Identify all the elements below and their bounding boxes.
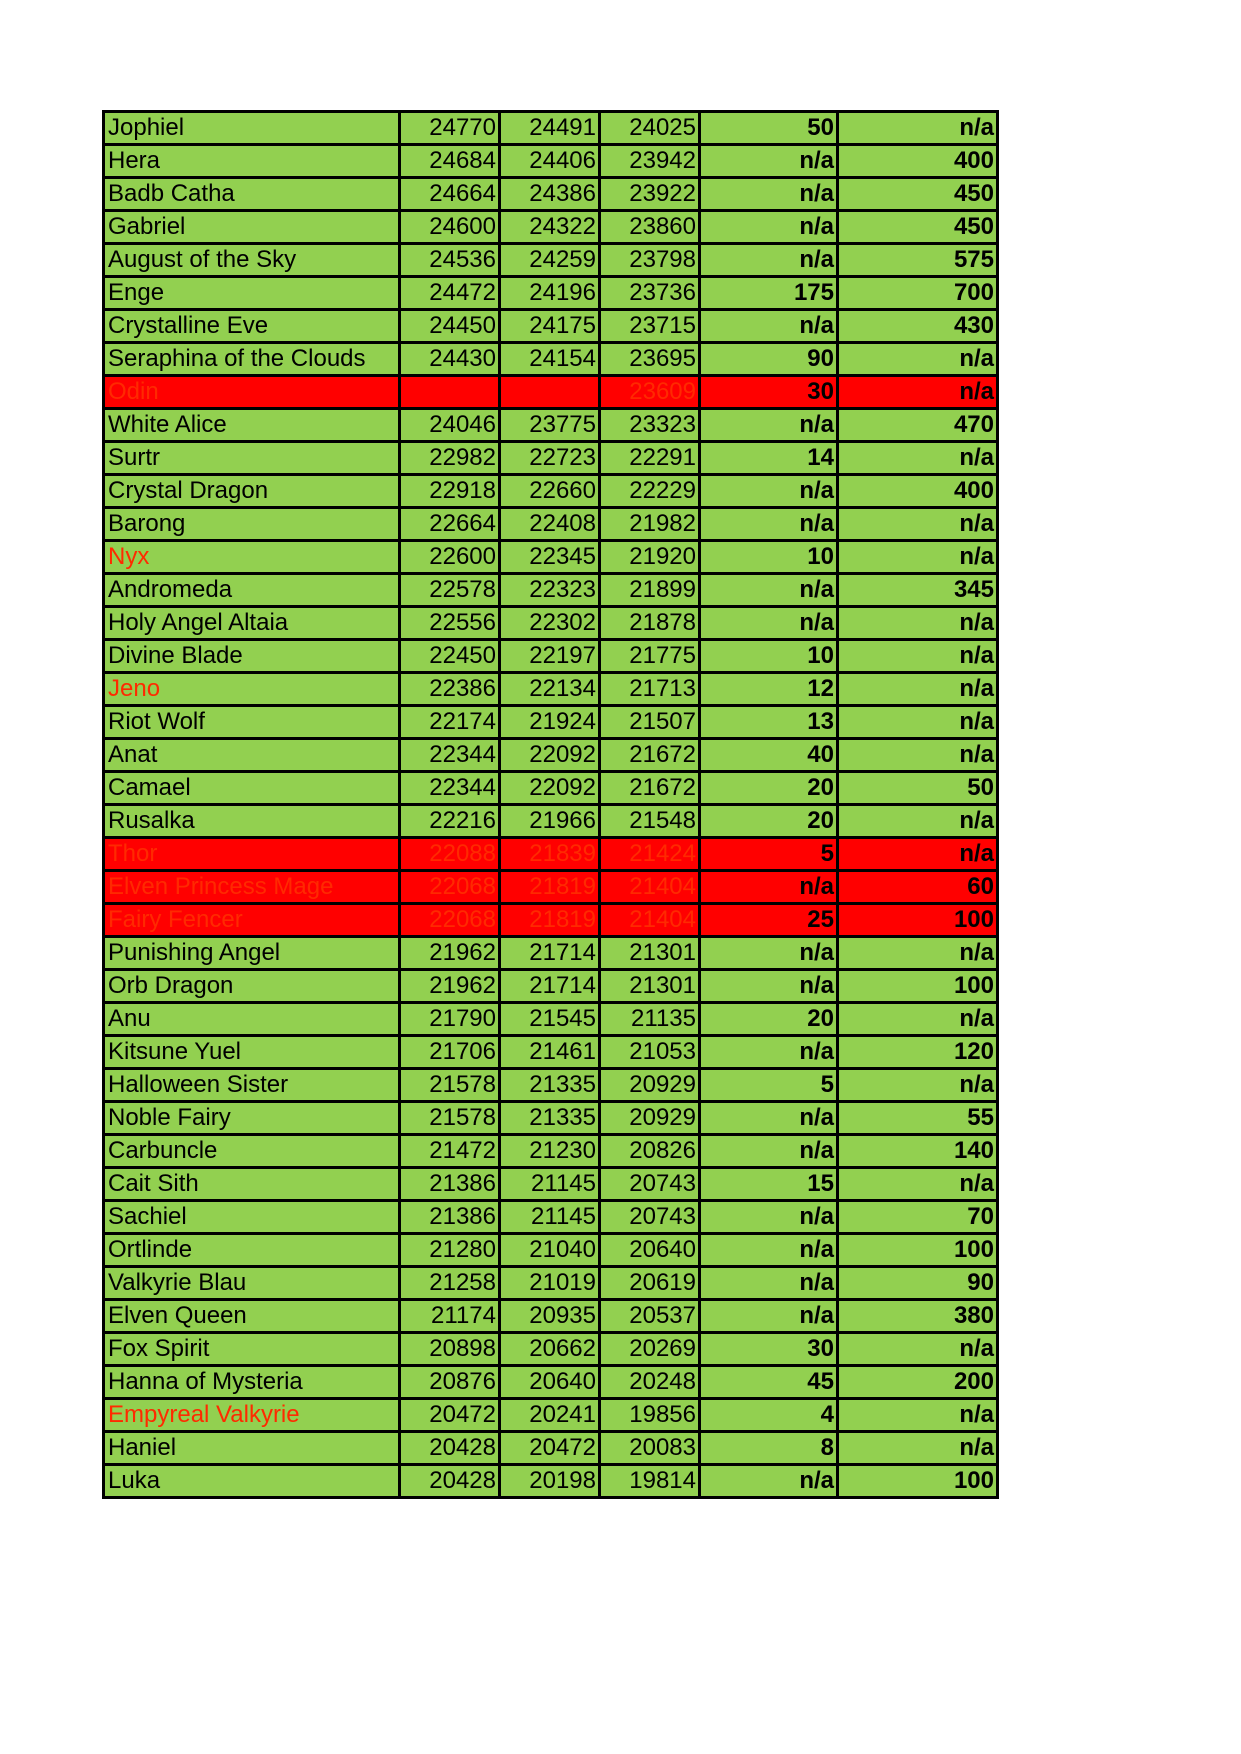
cell-value-4: 30	[700, 1333, 838, 1366]
cell-value-2: 24322	[500, 211, 600, 244]
cell-value-2: 24406	[500, 145, 600, 178]
cell-value-5: 140	[838, 1135, 998, 1168]
cell-value-1: 22918	[400, 475, 500, 508]
cell-value-2: 20472	[500, 1432, 600, 1465]
cell-value-3: 24025	[600, 112, 700, 145]
cell-value-2: 22723	[500, 442, 600, 475]
cell-value-3: 21135	[600, 1003, 700, 1036]
cell-value-5: n/a	[838, 1003, 998, 1036]
cell-value-4: 50	[700, 112, 838, 145]
cell-name: Carbuncle	[104, 1135, 400, 1168]
cell-value-3: 21301	[600, 970, 700, 1003]
table-row	[104, 277, 998, 310]
cell-value-2: 21714	[500, 937, 600, 970]
cell-value-1: 21706	[400, 1036, 500, 1069]
cell-name: Holy Angel Altaia	[104, 607, 400, 640]
cell-value-3: 20743	[600, 1201, 700, 1234]
cell-value-1: 21578	[400, 1102, 500, 1135]
cell-value-3: 23736	[600, 277, 700, 310]
cell-value-1: 22600	[400, 541, 500, 574]
cell-value-2: 21145	[500, 1201, 600, 1234]
cell-name: Surtr	[104, 442, 400, 475]
table-row	[104, 871, 998, 904]
cell-name: Divine Blade	[104, 640, 400, 673]
cell-value-5: 345	[838, 574, 998, 607]
cell-value-5: n/a	[838, 1069, 998, 1102]
cell-value-4: 40	[700, 739, 838, 772]
cell-value-4: 20	[700, 1003, 838, 1036]
cell-value-4: 30	[700, 376, 838, 409]
cell-name: Seraphina of the Clouds	[104, 343, 400, 376]
cell-value-5: n/a	[838, 937, 998, 970]
cell-value-2: 22092	[500, 772, 600, 805]
cell-name: Camael	[104, 772, 400, 805]
cell-name: Noble Fairy	[104, 1102, 400, 1135]
cell-value-5: n/a	[838, 442, 998, 475]
cell-name: Fox Spirit	[104, 1333, 400, 1366]
cell-value-2: 22660	[500, 475, 600, 508]
table-row	[104, 970, 998, 1003]
cell-value-4: 10	[700, 541, 838, 574]
cell-value-3: 21404	[600, 904, 700, 937]
cell-value-4: n/a	[700, 970, 838, 1003]
cell-value-5: 60	[838, 871, 998, 904]
cell-value-5: n/a	[838, 640, 998, 673]
cell-value-3: 22291	[600, 442, 700, 475]
cell-value-2: 20662	[500, 1333, 600, 1366]
spreadsheet-body	[104, 112, 998, 1498]
cell-value-4: n/a	[700, 1300, 838, 1333]
cell-value-4: 25	[700, 904, 838, 937]
cell-value-5: 450	[838, 178, 998, 211]
cell-value-5: 400	[838, 475, 998, 508]
table-row	[104, 1465, 998, 1498]
cell-value-1: 21790	[400, 1003, 500, 1036]
table-row	[104, 1333, 998, 1366]
table-row	[104, 541, 998, 574]
table-row	[104, 442, 998, 475]
cell-value-2: 22408	[500, 508, 600, 541]
table-row	[104, 838, 998, 871]
table-row	[104, 112, 998, 145]
cell-name: Hera	[104, 145, 400, 178]
cell-name: Andromeda	[104, 574, 400, 607]
cell-value-5: 450	[838, 211, 998, 244]
table-row	[104, 1201, 998, 1234]
cell-value-3: 19814	[600, 1465, 700, 1498]
cell-value-2: 21924	[500, 706, 600, 739]
cell-value-2: 20640	[500, 1366, 600, 1399]
cell-value-5: 470	[838, 409, 998, 442]
cell-value-3: 22229	[600, 475, 700, 508]
cell-value-4: n/a	[700, 211, 838, 244]
cell-value-4: 20	[700, 805, 838, 838]
cell-name: Luka	[104, 1465, 400, 1498]
cell-value-3: 21713	[600, 673, 700, 706]
cell-name: Sachiel	[104, 1201, 400, 1234]
table-row	[104, 376, 998, 409]
table-row	[104, 178, 998, 211]
cell-value-4: n/a	[700, 1135, 838, 1168]
cell-value-5: n/a	[838, 1399, 998, 1432]
table-row	[104, 706, 998, 739]
cell-value-3: 20248	[600, 1366, 700, 1399]
cell-value-5: n/a	[838, 343, 998, 376]
cell-value-3: 20929	[600, 1069, 700, 1102]
table-row	[104, 673, 998, 706]
cell-name: Barong	[104, 508, 400, 541]
table-row	[104, 1300, 998, 1333]
cell-name: Crystal Dragon	[104, 475, 400, 508]
cell-value-4: n/a	[700, 310, 838, 343]
cell-name: Cait Sith	[104, 1168, 400, 1201]
cell-value-3: 23323	[600, 409, 700, 442]
cell-value-4: n/a	[700, 1102, 838, 1135]
cell-value-5: 90	[838, 1267, 998, 1300]
cell-name: Elven Princess Mage	[104, 871, 400, 904]
cell-value-1: 24430	[400, 343, 500, 376]
cell-value-2: 21839	[500, 838, 600, 871]
cell-value-1: 21174	[400, 1300, 500, 1333]
table-row	[104, 739, 998, 772]
cell-value-3: 20537	[600, 1300, 700, 1333]
cell-name: Badb Catha	[104, 178, 400, 211]
cell-value-1	[400, 376, 500, 409]
cell-value-2: 22345	[500, 541, 600, 574]
cell-value-5: 55	[838, 1102, 998, 1135]
cell-value-2: 21819	[500, 904, 600, 937]
cell-value-4: 5	[700, 1069, 838, 1102]
cell-value-3: 20619	[600, 1267, 700, 1300]
table-row	[104, 145, 998, 178]
cell-value-1: 21962	[400, 937, 500, 970]
cell-value-2: 21145	[500, 1168, 600, 1201]
cell-value-1: 21280	[400, 1234, 500, 1267]
cell-value-3: 20826	[600, 1135, 700, 1168]
cell-value-5: 120	[838, 1036, 998, 1069]
cell-value-2: 20241	[500, 1399, 600, 1432]
table-row	[104, 937, 998, 970]
cell-value-4: n/a	[700, 178, 838, 211]
cell-value-3: 21878	[600, 607, 700, 640]
cell-value-4: n/a	[700, 475, 838, 508]
cell-value-1: 24536	[400, 244, 500, 277]
cell-value-3: 21301	[600, 937, 700, 970]
cell-value-1: 24046	[400, 409, 500, 442]
cell-value-5: n/a	[838, 1432, 998, 1465]
cell-name: Anu	[104, 1003, 400, 1036]
table-row	[104, 1069, 998, 1102]
cell-value-5: n/a	[838, 1168, 998, 1201]
cell-value-1: 22344	[400, 772, 500, 805]
table-row	[104, 574, 998, 607]
cell-value-5: n/a	[838, 706, 998, 739]
cell-value-2: 24154	[500, 343, 600, 376]
cell-value-2: 22302	[500, 607, 600, 640]
cell-value-2: 21966	[500, 805, 600, 838]
cell-value-3: 21548	[600, 805, 700, 838]
cell-value-4: 20	[700, 772, 838, 805]
cell-value-3: 21899	[600, 574, 700, 607]
table-row	[104, 1135, 998, 1168]
cell-value-4: 15	[700, 1168, 838, 1201]
cell-value-3: 20083	[600, 1432, 700, 1465]
table-row	[104, 244, 998, 277]
cell-value-1: 20876	[400, 1366, 500, 1399]
cell-value-2: 22134	[500, 673, 600, 706]
cell-value-5: n/a	[838, 1333, 998, 1366]
cell-value-1: 21386	[400, 1201, 500, 1234]
cell-value-1: 22068	[400, 904, 500, 937]
cell-value-1: 22664	[400, 508, 500, 541]
cell-value-2: 24259	[500, 244, 600, 277]
cell-value-5: 575	[838, 244, 998, 277]
cell-value-5: n/a	[838, 607, 998, 640]
cell-value-3: 21672	[600, 739, 700, 772]
table-row	[104, 409, 998, 442]
cell-value-1: 22556	[400, 607, 500, 640]
cell-value-1: 21472	[400, 1135, 500, 1168]
cell-value-1: 22386	[400, 673, 500, 706]
cell-value-1: 22344	[400, 739, 500, 772]
cell-name: Rusalka	[104, 805, 400, 838]
cell-name: Valkyrie Blau	[104, 1267, 400, 1300]
cell-value-3: 20640	[600, 1234, 700, 1267]
cell-value-4: n/a	[700, 1201, 838, 1234]
cell-name: Enge	[104, 277, 400, 310]
cell-value-5: 50	[838, 772, 998, 805]
cell-value-3: 21672	[600, 772, 700, 805]
cell-value-1: 22068	[400, 871, 500, 904]
cell-value-1: 21258	[400, 1267, 500, 1300]
cell-value-1: 22982	[400, 442, 500, 475]
cell-value-3: 23942	[600, 145, 700, 178]
cell-value-2: 24196	[500, 277, 600, 310]
cell-value-1: 21386	[400, 1168, 500, 1201]
cell-value-5: 70	[838, 1201, 998, 1234]
cell-value-3: 20743	[600, 1168, 700, 1201]
table-row	[104, 640, 998, 673]
table-row	[104, 805, 998, 838]
table-row	[104, 1366, 998, 1399]
cell-value-3: 23860	[600, 211, 700, 244]
cell-value-2	[500, 376, 600, 409]
cell-value-1: 24684	[400, 145, 500, 178]
table-row	[104, 1432, 998, 1465]
cell-name: White Alice	[104, 409, 400, 442]
cell-value-5: n/a	[838, 739, 998, 772]
cell-value-5: n/a	[838, 112, 998, 145]
cell-value-4: 4	[700, 1399, 838, 1432]
cell-value-1: 24770	[400, 112, 500, 145]
cell-name: Ortlinde	[104, 1234, 400, 1267]
cell-value-3: 20929	[600, 1102, 700, 1135]
cell-value-4: n/a	[700, 871, 838, 904]
cell-value-2: 22323	[500, 574, 600, 607]
cell-value-4: n/a	[700, 244, 838, 277]
cell-value-3: 21775	[600, 640, 700, 673]
cell-value-1: 20898	[400, 1333, 500, 1366]
cell-value-5: n/a	[838, 541, 998, 574]
cell-value-1: 24472	[400, 277, 500, 310]
cell-value-5: 700	[838, 277, 998, 310]
cell-value-3: 23695	[600, 343, 700, 376]
cell-name: August of the Sky	[104, 244, 400, 277]
cell-value-2: 21019	[500, 1267, 600, 1300]
cell-value-5: n/a	[838, 673, 998, 706]
cell-value-4: 5	[700, 838, 838, 871]
cell-value-5: 100	[838, 1465, 998, 1498]
cell-value-2: 24491	[500, 112, 600, 145]
cell-value-5: 100	[838, 904, 998, 937]
cell-value-1: 21578	[400, 1069, 500, 1102]
table-row	[104, 508, 998, 541]
cell-value-3: 23798	[600, 244, 700, 277]
cell-name: Elven Queen	[104, 1300, 400, 1333]
cell-name: Jophiel	[104, 112, 400, 145]
table-row	[104, 1003, 998, 1036]
table-row	[104, 1102, 998, 1135]
cell-value-3: 21507	[600, 706, 700, 739]
cell-value-1: 24664	[400, 178, 500, 211]
cell-value-3: 21982	[600, 508, 700, 541]
cell-name: Halloween Sister	[104, 1069, 400, 1102]
cell-name: Nyx	[104, 541, 400, 574]
cell-value-2: 22092	[500, 739, 600, 772]
table-row	[104, 211, 998, 244]
cell-value-5: 100	[838, 1234, 998, 1267]
cell-value-4: 10	[700, 640, 838, 673]
table-row	[104, 1168, 998, 1201]
cell-value-5: 100	[838, 970, 998, 1003]
cell-value-4: n/a	[700, 409, 838, 442]
table-row	[104, 343, 998, 376]
table-row	[104, 904, 998, 937]
cell-value-3: 20269	[600, 1333, 700, 1366]
cell-value-5: n/a	[838, 508, 998, 541]
cell-value-3: 21053	[600, 1036, 700, 1069]
cell-value-4: n/a	[700, 145, 838, 178]
cell-value-2: 21819	[500, 871, 600, 904]
cell-name: Crystalline Eve	[104, 310, 400, 343]
cell-value-5: 430	[838, 310, 998, 343]
cell-value-5: 380	[838, 1300, 998, 1333]
cell-value-5: 200	[838, 1366, 998, 1399]
cell-name: Punishing Angel	[104, 937, 400, 970]
cell-value-4: 45	[700, 1366, 838, 1399]
cell-value-2: 21461	[500, 1036, 600, 1069]
cell-name: Riot Wolf	[104, 706, 400, 739]
cell-value-3: 23609	[600, 376, 700, 409]
table-row	[104, 607, 998, 640]
cell-name: Jeno	[104, 673, 400, 706]
cell-value-4: 12	[700, 673, 838, 706]
cell-value-4: n/a	[700, 1465, 838, 1498]
cell-name: Odin	[104, 376, 400, 409]
cell-name: Orb Dragon	[104, 970, 400, 1003]
cell-value-1: 20428	[400, 1432, 500, 1465]
cell-value-2: 21714	[500, 970, 600, 1003]
cell-value-4: 14	[700, 442, 838, 475]
cell-value-1: 22088	[400, 838, 500, 871]
table-row	[104, 772, 998, 805]
cell-value-3: 21404	[600, 871, 700, 904]
cell-value-5: n/a	[838, 838, 998, 871]
cell-value-4: 90	[700, 343, 838, 376]
cell-value-1: 22216	[400, 805, 500, 838]
cell-value-5: n/a	[838, 805, 998, 838]
cell-value-1: 21962	[400, 970, 500, 1003]
cell-value-1: 24450	[400, 310, 500, 343]
cell-value-1: 24600	[400, 211, 500, 244]
cell-value-4: n/a	[700, 574, 838, 607]
cell-value-1: 22578	[400, 574, 500, 607]
cell-value-2: 24175	[500, 310, 600, 343]
table-row	[104, 1399, 998, 1432]
cell-value-5: 400	[838, 145, 998, 178]
cell-value-1: 20472	[400, 1399, 500, 1432]
cell-name: Haniel	[104, 1432, 400, 1465]
cell-value-4: n/a	[700, 1267, 838, 1300]
cell-name: Kitsune Yuel	[104, 1036, 400, 1069]
cell-name: Empyreal Valkyrie	[104, 1399, 400, 1432]
cell-value-3: 23922	[600, 178, 700, 211]
cell-value-4: 13	[700, 706, 838, 739]
cell-name: Gabriel	[104, 211, 400, 244]
cell-value-4: 8	[700, 1432, 838, 1465]
cell-value-2: 20935	[500, 1300, 600, 1333]
cell-value-1: 22174	[400, 706, 500, 739]
cell-value-2: 22197	[500, 640, 600, 673]
cell-value-2: 21335	[500, 1102, 600, 1135]
cell-value-5: n/a	[838, 376, 998, 409]
cell-value-2: 21545	[500, 1003, 600, 1036]
cell-value-3: 23715	[600, 310, 700, 343]
cell-value-4: 175	[700, 277, 838, 310]
cell-name: Hanna of Mysteria	[104, 1366, 400, 1399]
cell-value-4: n/a	[700, 937, 838, 970]
cell-value-4: n/a	[700, 508, 838, 541]
cell-value-2: 21230	[500, 1135, 600, 1168]
cell-value-4: n/a	[700, 1234, 838, 1267]
cell-name: Fairy Fencer	[104, 904, 400, 937]
cell-value-4: n/a	[700, 1036, 838, 1069]
cell-value-3: 19856	[600, 1399, 700, 1432]
cell-value-1: 20428	[400, 1465, 500, 1498]
spreadsheet-table	[102, 110, 999, 1499]
cell-value-3: 21920	[600, 541, 700, 574]
cell-value-4: n/a	[700, 607, 838, 640]
table-row	[104, 1267, 998, 1300]
cell-value-2: 20198	[500, 1465, 600, 1498]
table-row	[104, 1234, 998, 1267]
table-row	[104, 475, 998, 508]
cell-value-2: 21040	[500, 1234, 600, 1267]
cell-name: Anat	[104, 739, 400, 772]
cell-value-2: 21335	[500, 1069, 600, 1102]
cell-value-2: 23775	[500, 409, 600, 442]
cell-value-2: 24386	[500, 178, 600, 211]
cell-value-1: 22450	[400, 640, 500, 673]
table-row	[104, 310, 998, 343]
cell-name: Thor	[104, 838, 400, 871]
cell-value-3: 21424	[600, 838, 700, 871]
table-row	[104, 1036, 998, 1069]
